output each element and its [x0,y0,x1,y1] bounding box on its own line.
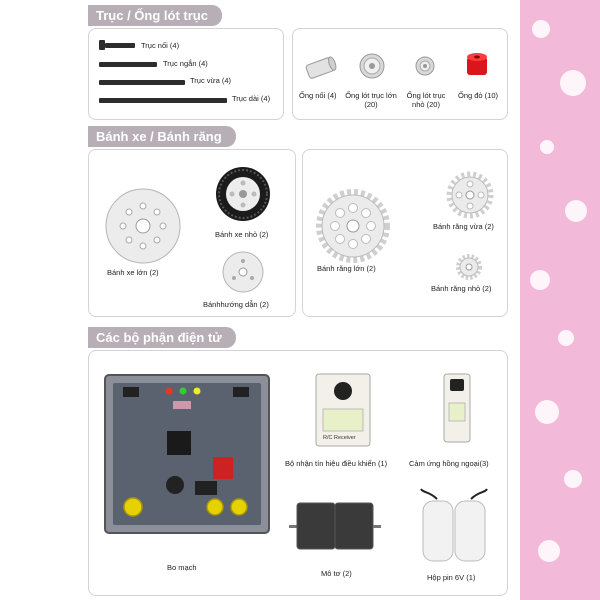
bushings-panel [292,28,508,120]
medium-gear-icon [447,172,493,218]
gear-label: Bánh răng lớn (2) [317,264,376,273]
long-shaft-icon [99,98,227,103]
shaft-label: Trục ngắn (4) [163,59,208,68]
electronics-label: Hộp pin 6V (1) [427,573,476,582]
wheels-panel [88,149,296,317]
electronics-label: Mô tơ (2) [321,569,352,578]
connector-shaft-icon [105,43,135,48]
section-header-electronics: Các bộ phận điện tử [88,327,236,348]
red-tube-icon [465,51,489,79]
decorative-side-strip [520,0,600,600]
receiver-caption: R/C Receiver [323,435,356,441]
gears-panel [302,149,508,317]
medium-shaft-icon [99,80,185,85]
small-gear-icon [456,254,482,280]
short-shaft-icon [99,62,157,67]
large-bushing-icon [357,51,387,81]
shaft-label: Trục dài (4) [232,94,271,103]
section-header-wheels: Bánh xe / Bánh răng [88,126,236,147]
bushing-label: Ống nối (4) [299,91,337,100]
small-wheel-icon [215,166,271,222]
wheel-label: Bánh xe lớn (2) [107,268,159,277]
wheel-label: Bánhhướng dẫn (2) [203,300,269,309]
large-wheel-icon [105,188,181,264]
shaft-label: Trục nối (4) [141,41,180,50]
gear-label: Bánh răng vừa (2) [433,222,494,231]
gear-label: Bánh răng nhỏ (2) [431,284,492,293]
section-header-shafts: Trục / Ống lót trục [88,5,222,26]
motor-icon [287,497,383,555]
shaft-label: Trục vừa (4) [190,76,231,85]
wheel-label: Bánh xe nhỏ (2) [215,230,269,239]
large-gear-icon [317,190,389,262]
small-bushing-icon [414,55,436,77]
electronics-panel [88,350,508,596]
ir-sensor-icon [443,373,471,443]
connector-tube-icon [303,53,337,83]
guide-wheel-icon [221,250,265,294]
bushing-label: Ống lót trục lớn (20) [345,91,397,109]
battery-box-icon [419,489,489,563]
electronics-label: Bo mạch [167,563,197,572]
electronics-label: Cảm ứng hồng ngoại(3) [409,459,489,468]
bushing-label: Ống đỏ (10) [458,91,499,100]
electronics-label: Bộ nhận tín hiệu điều khiển (1) [285,459,388,468]
control-board-icon [103,373,271,535]
shafts-panel [88,28,284,120]
bushing-label: Ống lót trục nhỏ (20) [406,91,446,109]
